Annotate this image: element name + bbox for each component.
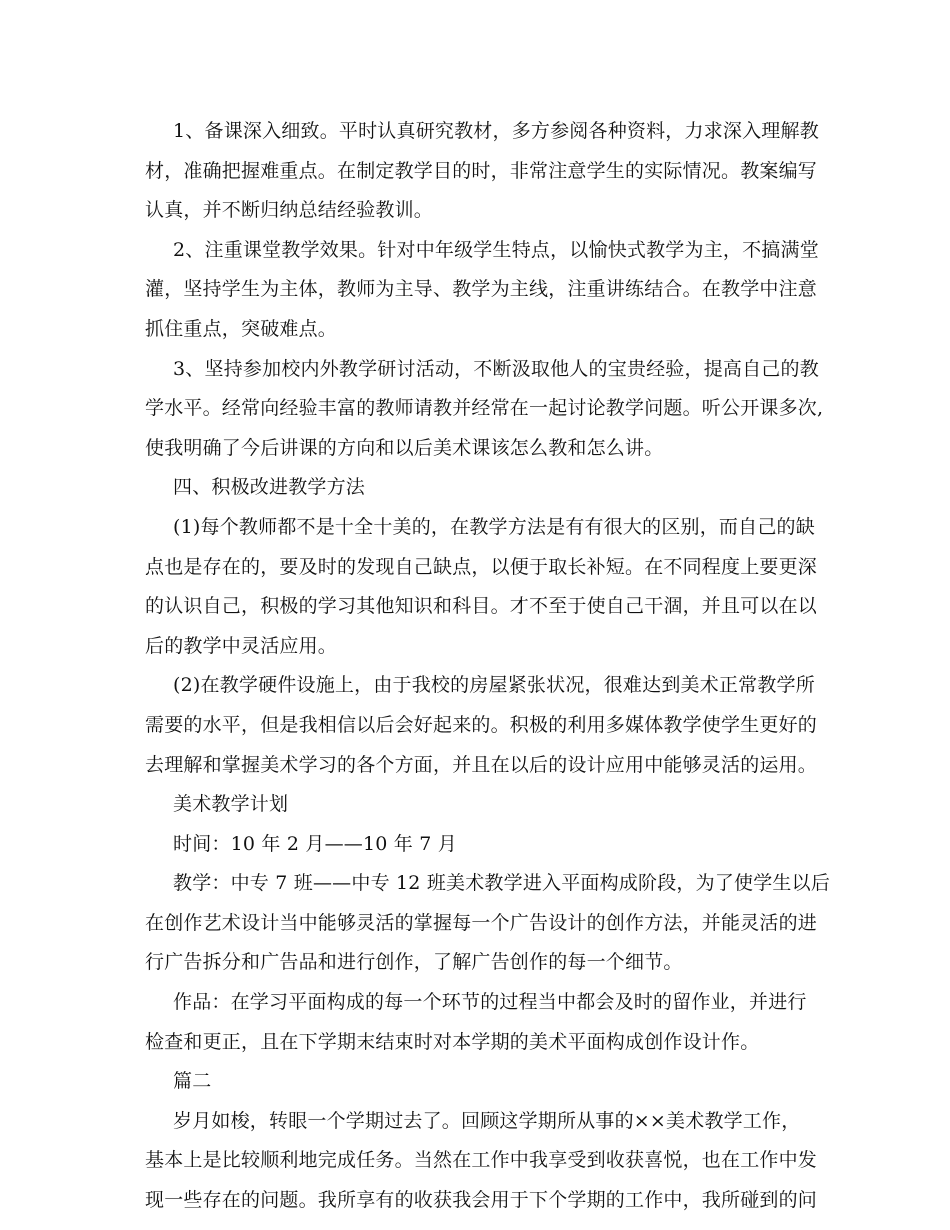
paragraph-line: 1、备课深入细致。平时认真研究教材，多方参阅各种资料，力求深入理解教 xyxy=(173,120,819,142)
paragraph-line: (1)每个教师都不是十全十美的，在教学方法是有有很大的区别，而自己的缺 xyxy=(173,515,815,538)
paragraph-p9 xyxy=(145,864,831,983)
paragraph-p10 xyxy=(145,983,810,1062)
paragraph-p6 xyxy=(145,666,818,785)
paragraph-p1 xyxy=(145,112,819,231)
paragraph-p3 xyxy=(145,350,824,469)
paragraph-line: 现一些存在的问题。我所享有的收获我会用于下个学期的工作中，我所碰到的问 xyxy=(145,1189,818,1212)
paragraph-p11 xyxy=(145,1062,810,1102)
paragraph-line: 四、积极改进教学方法 xyxy=(173,476,366,499)
paragraph-line: 点也是存在的，要及时的发现自己缺点，以便于取长补短。在不同程度上要更深 xyxy=(145,555,818,578)
paragraph-line: 抓住重点，突破难点。 xyxy=(145,317,338,340)
paragraph-line: 检查和更正，且在下学期末结束时对本学期的美术平面构成创作设计作。 xyxy=(145,1030,760,1053)
paragraph-line: 使我明确了今后讲课的方向和以后美术课该怎么教和怎么讲。 xyxy=(145,436,664,459)
paragraph-line: 时间：10 年 2 月——10 年 7 月 xyxy=(173,832,457,855)
paragraph-line: 教学：中专 7 班——中专 12 班美术教学进入平面构成阶段，为了使学生以后 xyxy=(173,872,831,895)
paragraph-line: 认真，并不断归纳总结经验教训。 xyxy=(145,199,434,222)
paragraph-line: 2、注重课堂教学效果。针对中年级学生特点，以愉快式教学为主，不搞满堂 xyxy=(173,238,819,261)
paragraph-p5 xyxy=(145,508,818,666)
paragraph-line: 在创作艺术设计当中能够灵活的掌握每一个广告设计的创作方法，并能灵活的进 xyxy=(145,911,818,934)
paragraph-line: 灌，坚持学生为主体，教师为主导、教学为主线，注重讲练结合。在教学中注意 xyxy=(145,278,818,301)
paragraph-line: 美术教学计划 xyxy=(173,793,289,816)
paragraph-line: 材，准确把握难重点。在制定教学目的时，非常注意学生的实际情况。教案编写 xyxy=(145,159,818,182)
paragraph-line: 后的教学中灵活应用。 xyxy=(145,634,338,657)
paragraph-line: 3、坚持参加校内外教学研讨活动，不断汲取他人的宝贵经验，提高自己的教 xyxy=(173,357,819,380)
paragraph-line: (2)在教学硬件设施上，由于我校的房屋紧张状况，很难达到美术正常教学所 xyxy=(173,674,815,697)
paragraph-line: 需要的水平，但是我相信以后会好起来的。积极的利用多媒体教学使学生更好的 xyxy=(145,713,818,736)
paragraph-p4 xyxy=(145,468,810,508)
paragraph-p2 xyxy=(145,231,819,350)
document-body xyxy=(145,112,831,1221)
paragraph-p8 xyxy=(145,825,810,865)
paragraph-p7 xyxy=(145,785,810,825)
paragraph-line: 去理解和掌握美术学习的各个方面，并且在以后的设计应用中能够灵活的运用。 xyxy=(145,753,818,776)
paragraph-line: 行广告拆分和广告品和进行创作，了解广告创作的每一个细节。 xyxy=(145,951,683,974)
paragraph-line: 学水平。经常向经验丰富的教师请教并经常在一起讨论教学问题。听公开课多次, xyxy=(145,397,824,420)
paragraph-line: 作品：在学习平面构成的每一个环节的过程当中都会及时的留作业，并进行 xyxy=(173,991,807,1014)
paragraph-p12 xyxy=(145,1102,818,1221)
paragraph-line: 基本上是比较顺利地完成任务。当然在工作中我享受到收获喜悦，也在工作中发 xyxy=(145,1149,818,1172)
paragraph-line: 的认识自己，积极的学习其他知识和科目。才不至于使自己干涸，并且可以在以 xyxy=(145,595,818,618)
paragraph-line: 岁月如梭，转眼一个学期过去了。回顾这学期所从事的××美术教学工作， xyxy=(173,1109,801,1132)
paragraph-line: 篇二 xyxy=(173,1070,212,1093)
